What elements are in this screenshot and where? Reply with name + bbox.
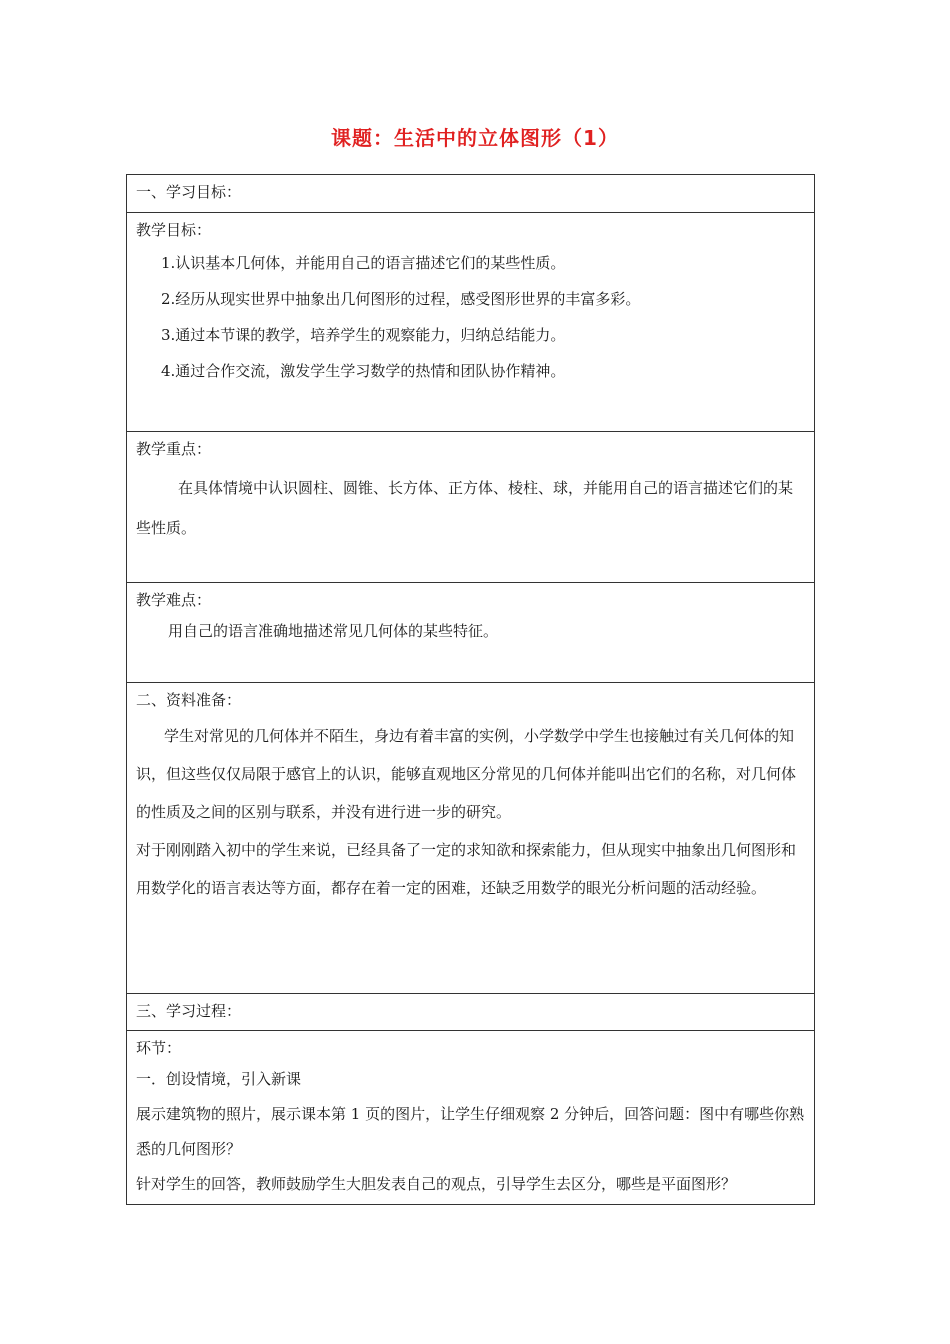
preparation-paragraph-2: 对于刚刚踏入初中的学生来说，已经具备了一定的求知欲和探索能力，但从现实中抽象出几何图形和用数学化的语言表达等方面，都存在着一定的困难，还缺乏用数学的眼光分析问题的活动经验。 <box>136 841 797 897</box>
difficulties-section <box>127 582 814 682</box>
objective-item: 2.经历从现实世界中抽象出几何图形的过程，感受图形世界的丰富多彩。 <box>161 290 641 308</box>
key-points-label: 教学重点： <box>136 440 212 458</box>
step-1-text-1: 展示建筑物的照片，展示课本第 1 页的图片，让学生仔细观察 2 分钟后，回答问题：图中有哪些你熟悉的几何图形？ <box>136 1105 805 1158</box>
objectives-label: 教学目标： <box>136 221 212 239</box>
process-header: 三、学习过程： <box>136 1002 242 1020</box>
steps-section <box>127 1030 814 1204</box>
objective-item: 1.认识基本几何体，并能用自己的语言描述它们的某些性质。 <box>161 254 566 272</box>
difficulties-label: 教学难点： <box>136 591 212 609</box>
key-points-section <box>127 431 814 582</box>
objective-item: 3.通过本节课的教学，培养学生的观察能力，归纳总结能力。 <box>161 326 566 344</box>
step-1-heading: 一．创设情境，引入新课 <box>136 1070 302 1088</box>
process-section <box>127 993 814 1030</box>
objective-item: 4.通过合作交流，激发学生学习数学的热情和团队协作精神。 <box>161 362 566 380</box>
lesson-plan-table <box>126 174 815 1205</box>
page-title: 课题：生活中的立体图形（1） <box>331 126 619 150</box>
preparation-paragraph-1: 学生对常见的几何体并不陌生，身边有着丰富的实例，小学数学中学生也接触过有关几何体的知识，但这些仅仅局限于感官上的认识，能够直观地区分常见的几何体并能叫出它们的名称，对几何体的性质及之间的区别与联系，并没有进行进一步的研究。 <box>136 727 797 821</box>
preparation-section <box>127 682 814 993</box>
goals-header: 一、学习目标： <box>136 183 242 201</box>
key-points-text: 在具体情境中认识圆柱、圆锥、长方体、正方体、棱柱、球，并能用自己的语言描述它们的某些性质。 <box>136 479 794 537</box>
difficulties-text: 用自己的语言准确地描述常见几何体的某些特征。 <box>168 622 499 640</box>
steps-label: 环节： <box>136 1039 182 1057</box>
objectives-section <box>127 212 814 431</box>
step-1-text-2: 针对学生的回答，教师鼓励学生大胆发表自己的观点，引导学生去区分，哪些是平面图形？ <box>136 1175 737 1193</box>
preparation-label: 二、资料准备： <box>136 691 242 709</box>
goals-section <box>127 175 814 212</box>
